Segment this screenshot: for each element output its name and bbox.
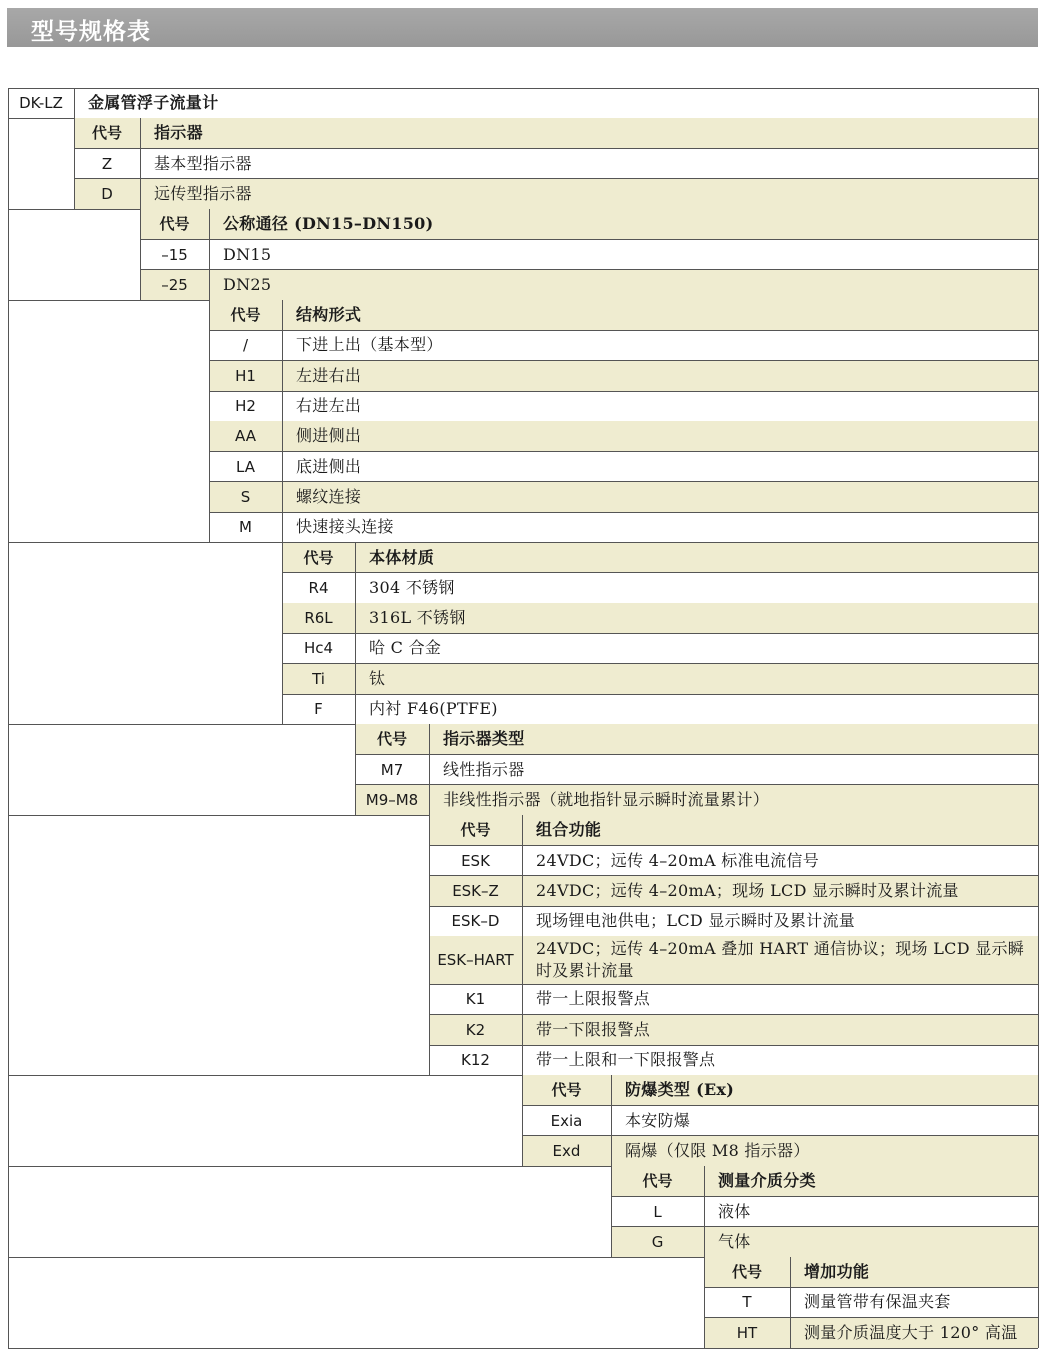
option-code: F (314, 700, 323, 718)
grid-line (355, 543, 356, 725)
option-description: 24VDC；远传 4–20mA；现场 LCD 显示瞬时及累计流量 (522, 876, 1038, 906)
option-description: 快速接头连接 (296, 517, 394, 537)
option-description: 远传型指示器 (140, 179, 1038, 209)
option-description: 液体 (718, 1201, 751, 1221)
option-description: 带一上限报警点 (536, 989, 651, 1009)
grid-line (522, 815, 523, 1075)
option-code: ESK (461, 851, 490, 870)
grid-line (209, 209, 210, 300)
option-code: R4 (308, 578, 329, 597)
code-header: 代号 (522, 1075, 611, 1105)
option-code: / (242, 336, 249, 355)
option-code: Hc4 (303, 639, 334, 658)
option-code: Exd (522, 1136, 611, 1166)
code-header: 代号 (704, 1257, 790, 1287)
option-code: R6L (282, 603, 355, 633)
column-header: 指示器类型 (429, 724, 1038, 754)
grid-line (611, 1166, 612, 1257)
option-code: L (653, 1202, 662, 1221)
option-code: –15 (161, 245, 188, 264)
model-name: 金属管浮子流量计 (88, 93, 219, 112)
code-header: 代号 (355, 724, 429, 754)
option-code: ESK–D (451, 912, 500, 931)
option-code: Ti (282, 664, 355, 694)
code-header: 代号 (429, 815, 522, 845)
option-description: 现场锂电池供电；LCD 显示瞬时及累计流量 (536, 911, 856, 931)
option-description: 隔爆（仅限 M8 指示器） (611, 1136, 1038, 1166)
option-description: 气体 (704, 1227, 1038, 1257)
option-code: M9–M8 (355, 785, 429, 815)
column-header: 增加功能 (790, 1257, 1038, 1287)
grid-line (704, 1257, 705, 1348)
option-code: Exia (550, 1111, 583, 1130)
option-code: S (209, 482, 282, 512)
option-code: –25 (140, 270, 209, 300)
option-code: T (742, 1293, 752, 1312)
option-description: 内衬 F46(PTFE) (369, 699, 498, 718)
option-description: 底进侧出 (296, 456, 362, 476)
column-header: 结构形式 (282, 300, 1038, 330)
code-header: 代号 (611, 1166, 704, 1196)
option-code: K2 (429, 1015, 522, 1045)
option-description: 侧进侧出 (282, 421, 1038, 451)
grid-line (611, 1075, 612, 1166)
option-description: 测量管带有保温夹套 (804, 1292, 951, 1312)
grid-line (790, 1257, 791, 1348)
option-description: DN25 (209, 270, 1038, 300)
grid-line (74, 118, 75, 209)
grid-line (704, 1166, 705, 1257)
page-title: 型号规格表 (31, 19, 151, 45)
option-description: 螺纹连接 (282, 482, 1038, 512)
option-code: H2 (235, 397, 256, 415)
option-code: HT (704, 1318, 790, 1348)
grid-line (8, 1348, 1038, 1349)
option-description: 基本型指示器 (154, 153, 252, 173)
column-header: 测量介质分类 (704, 1166, 1038, 1196)
option-code: G (611, 1227, 704, 1257)
grid-line (429, 815, 430, 1075)
option-code: Z (101, 154, 113, 173)
option-description: 带一上限和一下限报警点 (536, 1050, 716, 1069)
code-header: 代号 (282, 543, 355, 573)
option-code: M7 (380, 760, 404, 779)
option-description: 测量介质温度大于 120° 高温 (790, 1318, 1038, 1348)
grid-line (140, 209, 141, 300)
option-description: 下进上出（基本型） (296, 335, 443, 355)
option-description: 钛 (355, 664, 1038, 694)
column-header: 公称通径 (DN15–DN150) (209, 209, 1038, 239)
grid-line (429, 724, 430, 815)
grid-line (522, 1075, 523, 1166)
option-description: 带一下限报警点 (522, 1015, 1038, 1045)
grid-line (209, 300, 210, 542)
model-code: DK-LZ (19, 94, 63, 112)
option-code: D (74, 179, 140, 209)
option-code: K1 (465, 990, 486, 1009)
option-description: 非线性指示器（就地指针显示瞬时流量累计） (429, 785, 1038, 815)
option-description: 本安防爆 (625, 1110, 691, 1130)
column-header: 本体材质 (355, 543, 1038, 573)
option-description: 线性指示器 (443, 759, 525, 779)
column-header: 组合功能 (522, 815, 1038, 845)
code-header: 代号 (74, 118, 140, 148)
option-code: LA (236, 457, 255, 476)
code-header: 代号 (140, 209, 209, 239)
option-description: 24VDC；远传 4–20mA 标准电流信号 (536, 850, 820, 870)
grid-line (1038, 88, 1039, 1348)
option-code: ESK–Z (429, 876, 522, 906)
option-code: M (239, 518, 252, 537)
column-header: 指示器 (140, 118, 1038, 148)
grid-line (282, 300, 283, 542)
option-code: H1 (209, 361, 282, 391)
column-header: 防爆类型 (Ex) (611, 1075, 1038, 1105)
option-description: 24VDC；远传 4–20mA 叠加 HART 通信协议；现场 LCD 显示瞬时及累计流量 (522, 936, 1038, 984)
option-code: K12 (461, 1051, 490, 1069)
option-code: ESK–HART (429, 936, 522, 984)
grid-line (8, 88, 9, 1348)
option-description: DN15 (223, 244, 272, 264)
option-description: 316L 不锈钢 (355, 603, 1038, 633)
option-description: 304 不锈钢 (369, 577, 455, 597)
grid-line (282, 543, 283, 725)
grid-line (355, 724, 356, 815)
grid-line (74, 88, 75, 118)
option-code: AA (209, 421, 282, 451)
grid-line (140, 118, 141, 209)
option-description: 哈 C 合金 (369, 638, 442, 658)
option-description: 左进右出 (282, 361, 1038, 391)
code-header: 代号 (209, 300, 282, 330)
option-description: 右进左出 (296, 396, 362, 415)
